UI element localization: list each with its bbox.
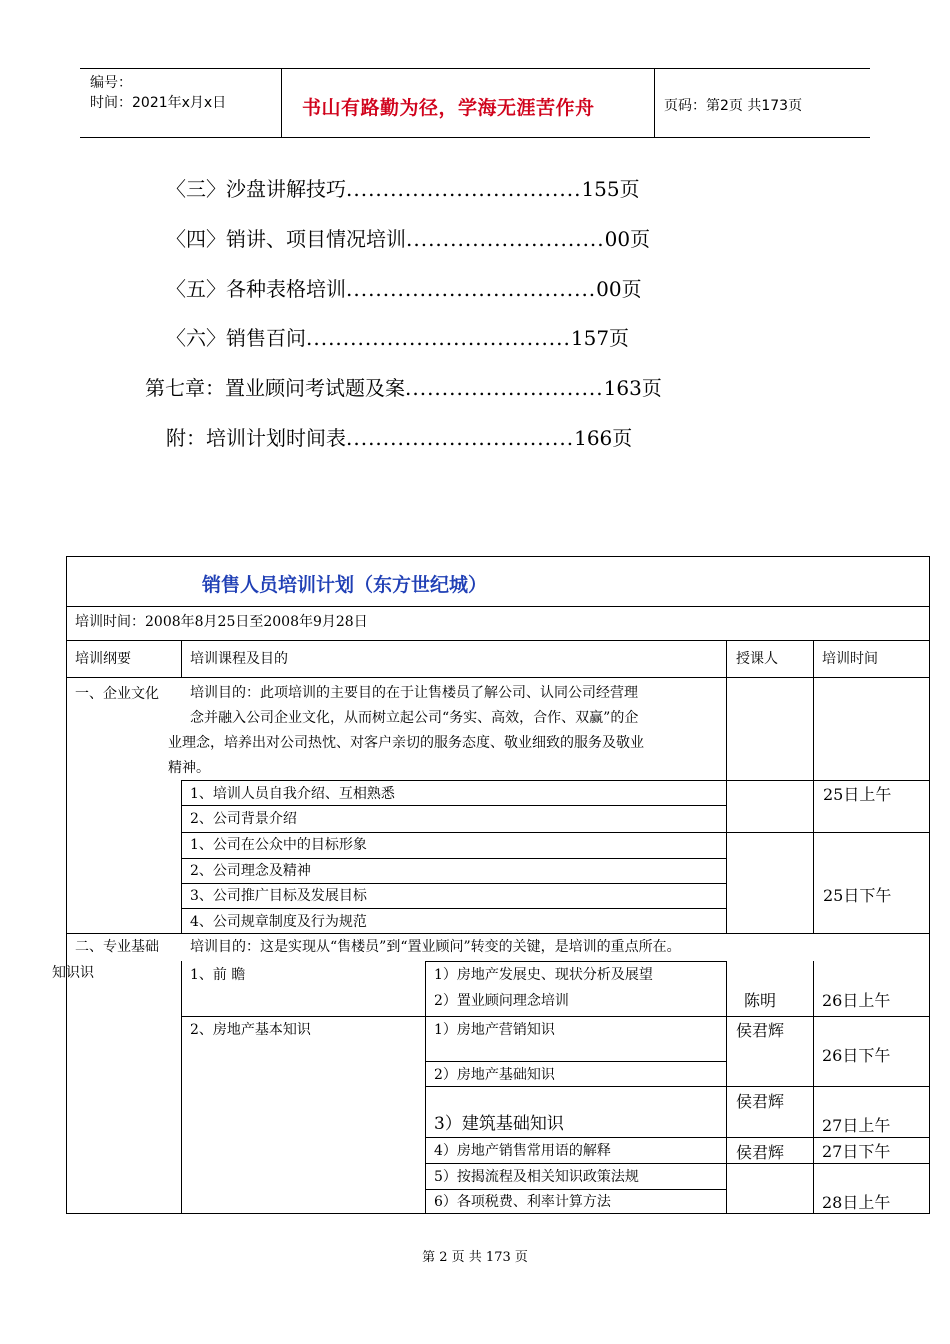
course-item: 5）按揭流程及相关知识政策法规 (434, 1169, 639, 1185)
toc-page: 157页 (570, 326, 630, 350)
col-header-time: 培训时间 (822, 651, 878, 667)
course-item: 1）房地产发展史、现状分析及展望 (434, 967, 653, 983)
time-cell: 26日下午 (822, 1046, 891, 1065)
goal-line: 念并融入公司企业文化，从而树立起公司“务实、高效，合作、双赢”的企 (190, 710, 639, 726)
section-professional-knowledge: 二、专业基础 (75, 939, 159, 955)
section2-goal: 培训目的：这是实现从“售楼员”到“置业顾问”转变的关键，是培训的重点所在。 (190, 939, 681, 955)
course-item: 1、培训人员自我介绍、互相熟悉 (190, 786, 395, 802)
toc-label: 第七章：置业顾问考试题及案 (145, 376, 405, 400)
toc-dots: ........................... (406, 227, 605, 251)
toc-label: 〈五〉各种表格培训 (166, 277, 346, 301)
course-item: 2）房地产基础知识 (434, 1067, 555, 1083)
toc-page: 163页 (603, 376, 662, 400)
col-header-teacher: 授课人 (736, 651, 778, 667)
toc-page: 166页 (574, 426, 633, 450)
toc-page: 00页 (596, 277, 642, 301)
training-plan-table (52, 556, 930, 1214)
toc-entry (166, 322, 629, 351)
section-name-line2: 知识识 (52, 965, 94, 981)
teacher-cell: 侯君辉 (736, 1021, 785, 1040)
course-item: 3）建筑基础知识 (434, 1114, 564, 1134)
teacher-cell: 侯君辉 (736, 1092, 785, 1111)
toc-dots: .................................. (346, 277, 597, 301)
training-period: 培训时间：2008年8月25日至2008年9月28日 (75, 614, 368, 630)
course-item: 6）各项税费、利率计算方法 (434, 1194, 611, 1210)
toc-entry (166, 422, 632, 451)
topic-real-estate-basics: 2、房地产基本知识 (190, 1022, 311, 1038)
course-item: 4、公司规章制度及行为规范 (190, 914, 367, 930)
toc-label: 〈三〉沙盘讲解技巧 (166, 177, 346, 201)
course-item: 2、公司理念及精神 (190, 863, 311, 879)
header-motto: 书山有路勤为径，学海无涯苦作舟 (302, 97, 595, 119)
page-footer: 第 2 页 共 173 页 (422, 1250, 528, 1265)
time-cell: 25日上午 (823, 785, 892, 804)
date-label: 时间：2021年x月x日 (90, 95, 227, 111)
toc-dots: ............................... (346, 426, 575, 450)
toc-entry (145, 372, 662, 401)
header-meta (80, 69, 282, 137)
course-item: 2）置业顾问理念培训 (434, 993, 569, 1009)
course-item: 2、公司背景介绍 (190, 811, 297, 827)
topic-preview: 1、前 瞻 (190, 967, 246, 983)
course-item: 1）房地产营销知识 (434, 1022, 555, 1038)
teacher-cell: 侯君辉 (736, 1143, 785, 1162)
toc-label: 〈六〉销售百问 (166, 326, 306, 350)
page-number-info: 页码：第2页 共173页 (664, 98, 803, 114)
toc-entry (166, 223, 650, 252)
header-motto-cell (282, 69, 655, 137)
goal-line: 业理念，培养出对公司热忱、对客户亲切的服务态度、敬业细致的服务及敬业 (168, 735, 644, 751)
col-header-course: 培训课程及目的 (190, 651, 288, 667)
toc-page: 00页 (604, 227, 651, 251)
time-cell: 27日上午 (822, 1116, 891, 1135)
toc-dots: ........................... (405, 376, 604, 400)
time-cell: 26日上午 (822, 991, 891, 1010)
doc-number-label: 编号： (90, 75, 132, 91)
time-cell: 25日下午 (823, 886, 892, 905)
course-item: 3、公司推广目标及发展目标 (190, 888, 367, 904)
plan-title: 销售人员培训计划（东方世纪城） (202, 574, 488, 596)
goal-line: 培训目的：此项培训的主要目的在于让售楼员了解公司、认同公司经营理 (190, 685, 638, 701)
toc-dots: .................................... (306, 326, 571, 350)
toc-entry (166, 273, 642, 302)
page-header (80, 68, 870, 138)
toc-dots: ................................ (346, 177, 582, 201)
course-item: 1、公司在公众中的目标形象 (190, 837, 367, 853)
col-header-outline: 培训纲要 (75, 651, 131, 667)
goal-line: 精神。 (168, 760, 210, 776)
section-corporate-culture: 一、企业文化 (75, 686, 159, 702)
toc-label: 〈四〉销讲、项目情况培训 (166, 227, 406, 251)
toc-entry (166, 173, 640, 202)
course-item: 4）房地产销售常用语的解释 (434, 1143, 611, 1159)
toc-page: 155页 (581, 177, 640, 201)
toc-label: 附：培训计划时间表 (166, 426, 346, 450)
teacher-cell: 陈明 (744, 991, 777, 1010)
time-cell: 27日下午 (822, 1142, 891, 1161)
time-cell: 28日上午 (822, 1193, 891, 1212)
